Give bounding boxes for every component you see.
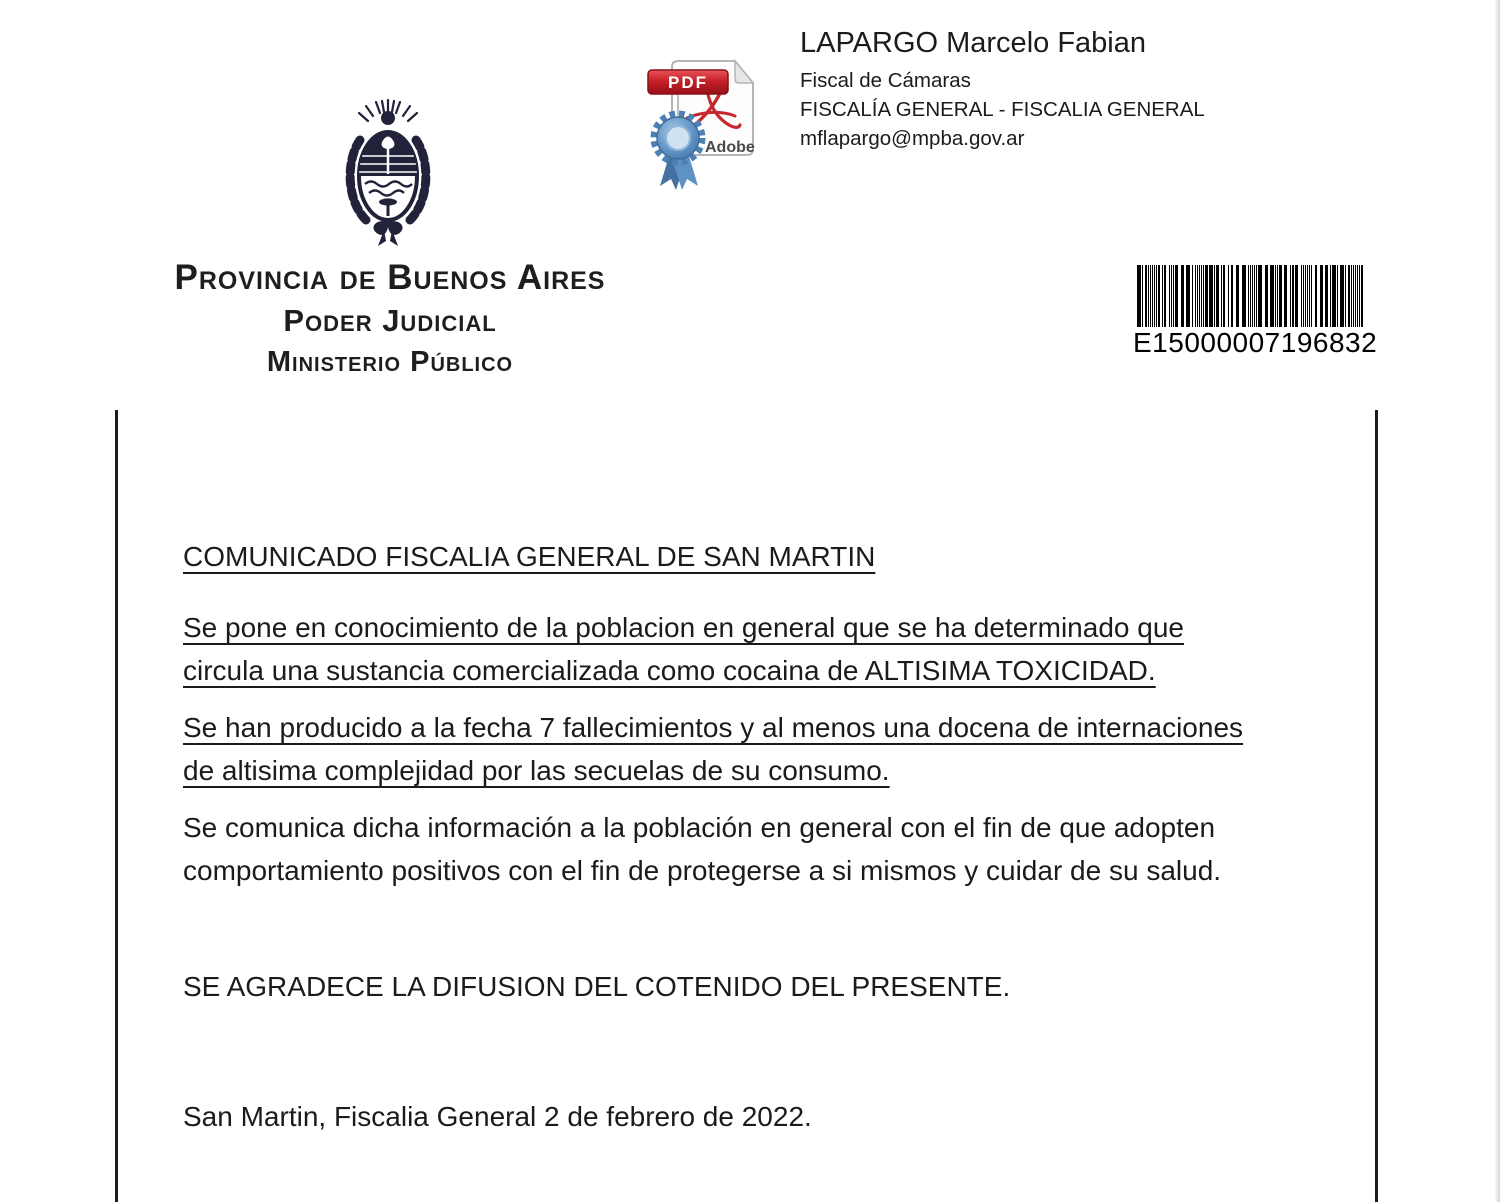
org-branch: Poder Judicial (283, 303, 497, 338)
pdf-file-icon (645, 56, 760, 198)
signer-contact-block (800, 26, 1205, 153)
body-paragraph: Se pone en conocimiento de la poblacion en general que se ha determinado que circula una sustancia comercializada como cocaina de ALTISIMA TOXICIDAD. (183, 612, 1184, 686)
body-paragraph: Se comunica dicha información a la población en general con el fin de que adopten comportamiento positivos con el fin de protegerse a si mismos y cuidar de su salud. (183, 812, 1222, 886)
signer-office: FISCALÍA GENERAL - FISCALIA GENERAL (800, 98, 1205, 121)
org-name: Provincia de Buenos Aires (174, 258, 606, 297)
letter-body-frame (115, 410, 1378, 1202)
signer-role: Fiscal de Cámaras (800, 69, 971, 92)
letter-dateline: San Martin, Fiscalia General 2 de febrero de 2022. (183, 1101, 812, 1132)
barcode-value: E15000007196832 (1133, 327, 1378, 358)
letter-title: COMUNICADO FISCALIA GENERAL DE SAN MARTIN (183, 541, 876, 572)
barcode-block (1133, 265, 1378, 359)
signer-email: mflapargo@mpba.gov.ar (800, 127, 1025, 150)
pdf-file-svg (645, 56, 760, 198)
letter-closing: SE AGRADECE LA DIFUSION DEL COTENIDO DEL PRESENTE. (183, 971, 1011, 1002)
signer-name: LAPARGO Marcelo Fabian (800, 27, 1146, 59)
pdf-banner-label: PDF (668, 73, 708, 92)
adobe-wordmark: Adobe (705, 139, 755, 156)
rosette-center (666, 126, 690, 150)
page-fold (735, 61, 753, 83)
body-paragraph: Se han producido a la fecha 7 fallecimientos y al menos una docena de internaciones de altisima complejidad por las secuelas de su consumo. (183, 712, 1244, 786)
org-title-block (110, 258, 670, 381)
org-ministry: Ministerio Público (266, 346, 514, 378)
coat-of-arms-icon (336, 98, 440, 248)
coat-of-arms-svg (336, 98, 440, 248)
barcode-bars (1137, 265, 1371, 327)
body-paragraphs (183, 606, 1335, 892)
